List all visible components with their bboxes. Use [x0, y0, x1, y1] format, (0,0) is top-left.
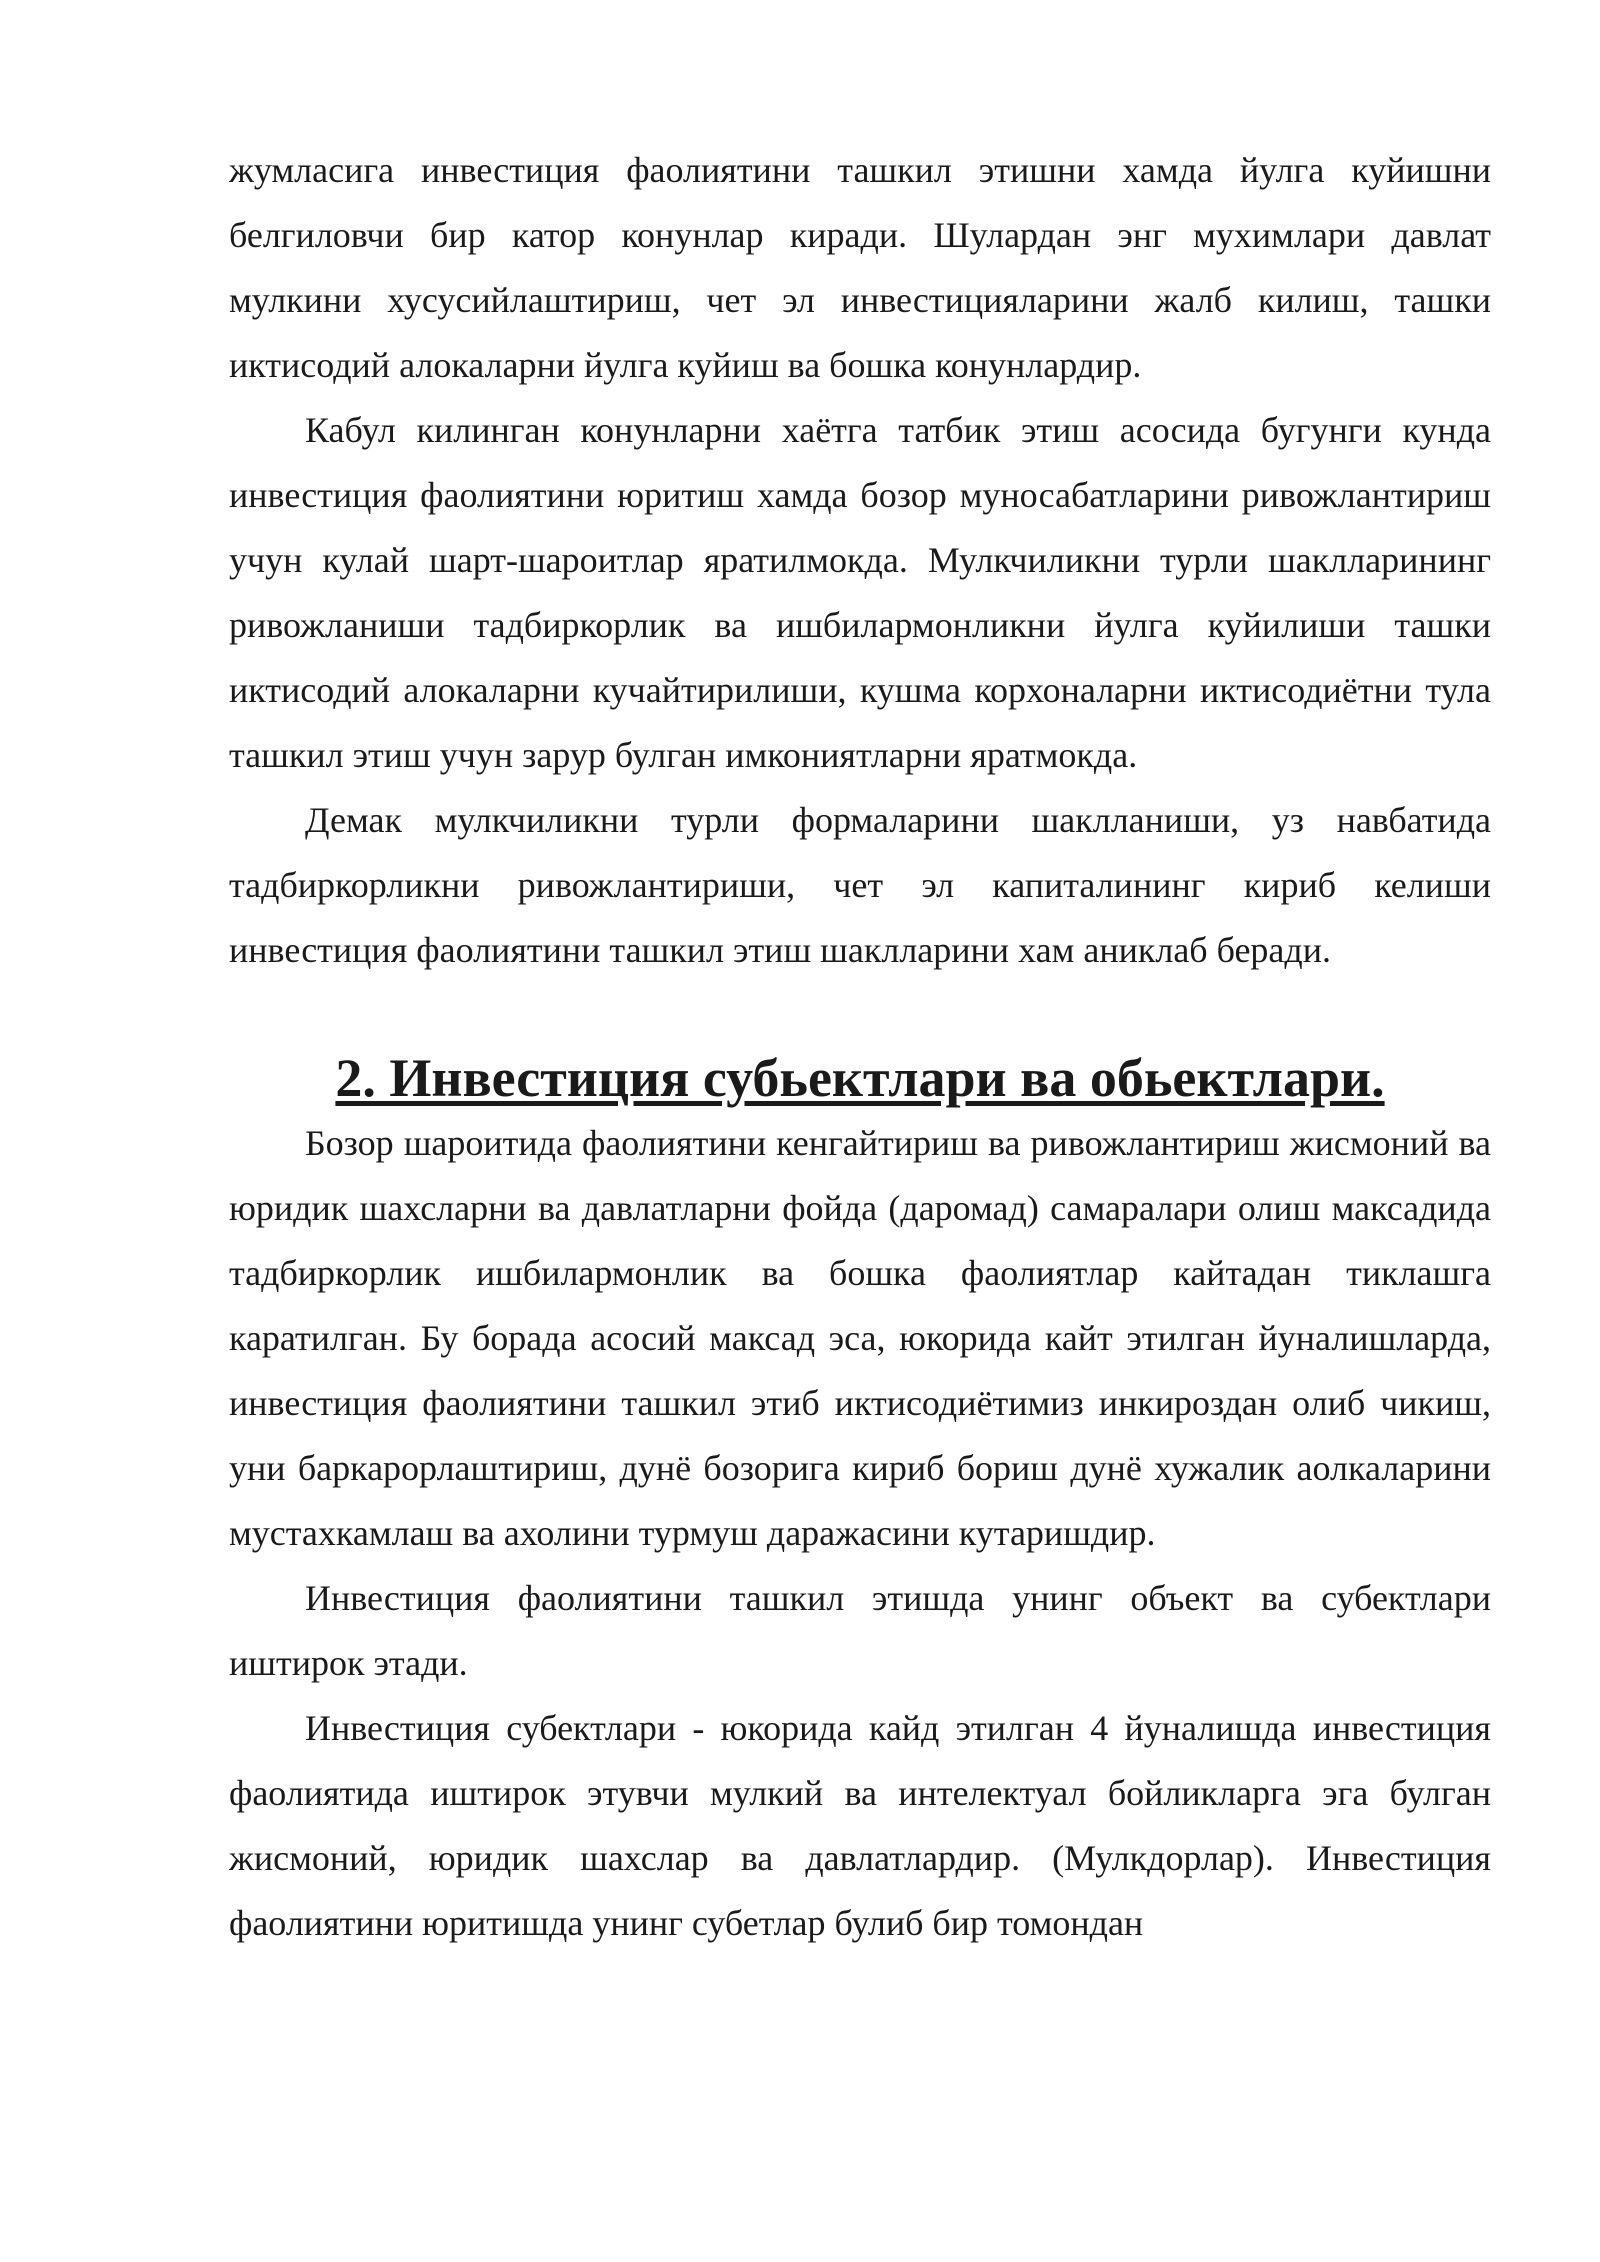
- paragraph-adopted-laws: Кабул килинган конунларни хаётга татбик этиш асосида бугунги кунда инвестиция фаолиятини юритиш хамда бозор муносабатларини ривожлантириш учун кулай шарт-шароитлар яратилмокда. Мулкчиликни турли шаклларининг ривожланиши тадбиркорлик ва ишбилармонликни йулга куйилиши ташки иктисодий алокаларни кучайтирилиши, кушма корхоналарни иктисодиётни тула ташкил этиш учун зарур булган имкониятларни яратмокда.: [229, 410, 1491, 775]
- paragraph-objects-subjects: Инвестиция фаолиятини ташкил этишда унинг объект ва субектлари иштирок этади.: [229, 1578, 1491, 1683]
- paragraph-continuation-laws: жумласига инвестиция фаолиятини ташкил этишни хамда йулга куйишни белгиловчи бир катор конунлар киради. Шулардан энг мухимлари давлат мулкини хусусийлаштириш, чет эл инвестицияларини жалб килиш, ташки иктисодий алокаларни йулга куйиш ва бошка конунлардир.: [229, 150, 1491, 385]
- paragraph-investment-subjects: Инвестиция субектлари - юкорида кайд этилган 4 йуналишда инвестиция фаолиятида иштирок этувчи мулкий ва интелектуал бойликларга эга булган жисмоний, юридик шахслар ва давлатлардир. (Мулкдорлар). Инвестиция фаолиятини юритишда унинг субетлар булиб бир томондан: [229, 1708, 1491, 1943]
- section-heading: 2. Инвестиция субьектлари ва обьектлари.: [335, 1048, 1385, 1108]
- paragraph-ownership-forms: Демак мулкчиликни турли формаларини шаклланиши, уз навбатида тадбиркорликни ривожлантириши, чет эл капиталининг кириб келиши инвестиция фаолиятини ташкил этиш шаклларини хам аниклаб беради.: [229, 800, 1491, 970]
- paragraph-market-conditions: Бозор шароитида фаолиятини кенгайтириш ва ривожлантириш жисмоний ва юридик шахсларни ва давлатларни фойда (даромад) самаралари олиш максадида тадбиркорлик ишбилармонлик ва бошка фаолиятлар кайтадан тиклашга каратилган. Бу борада асосий максад эса, юкорида кайт этилган йуналишларда, инвестиция фаолиятини ташкил этиб иктисодиётимиз инкироздан олиб чикиш, уни баркарорлаштириш, дунё бозорига кириб бориш дунё хужалик аолкаларини мустахкамлаш ва ахолини турмуш даражасини кутаришдир.: [229, 1123, 1491, 1553]
- document-page: [229, 138, 1491, 1956]
